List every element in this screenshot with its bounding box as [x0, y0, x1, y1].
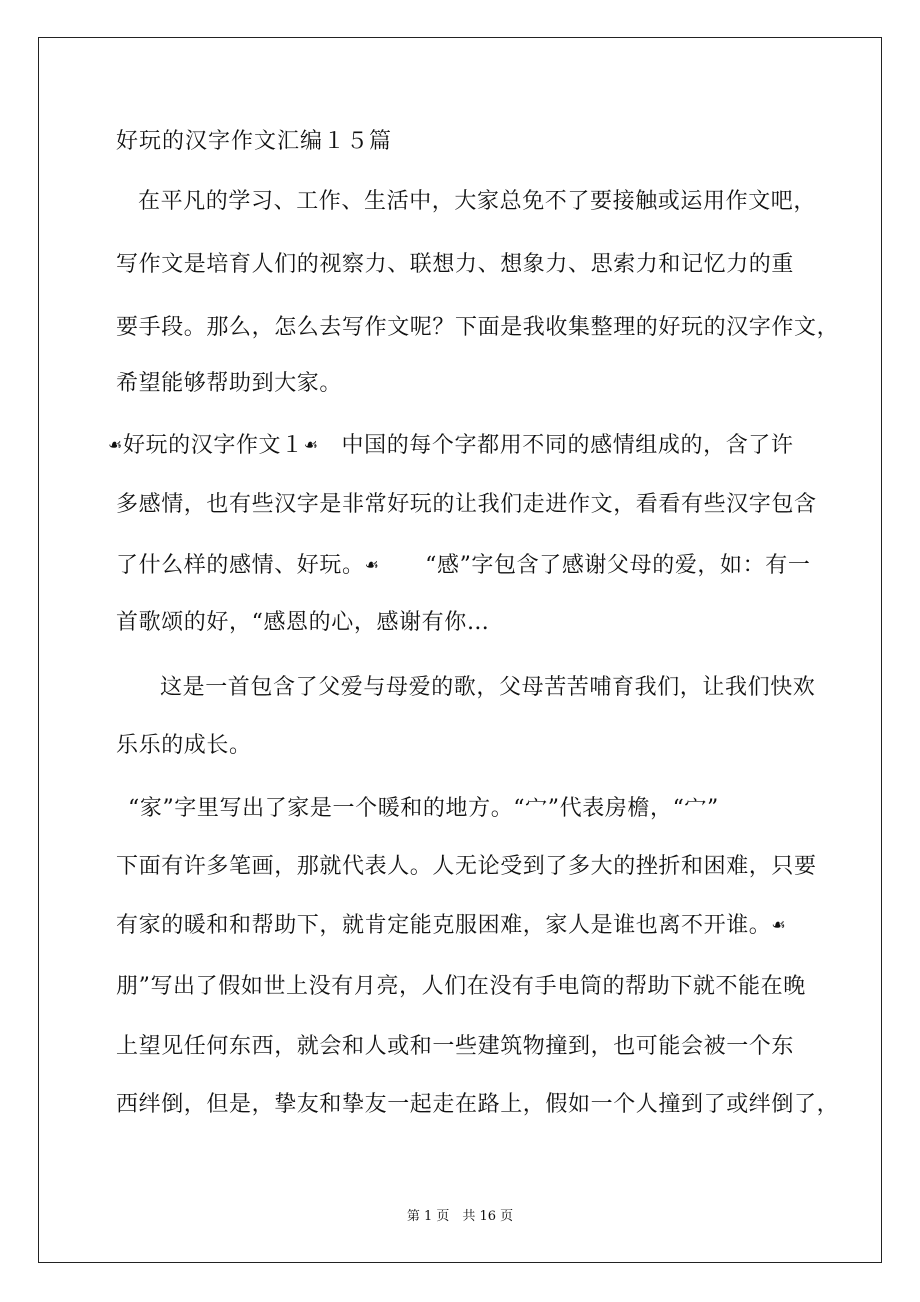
paragraph-line: “家”字里写出了家是一个暖和的地方。“宀”代表房檐，“宀” [128, 796, 719, 821]
paragraph-text: “感”字包含了感谢父母的爱，如：有一 [425, 553, 811, 578]
paragraph-line: 写作文是培育人们的视察力、联想力、想象力、思索力和记忆力的重 [116, 252, 795, 277]
section-heading: 好玩的汉字作文１ [122, 433, 304, 458]
paragraph-line [108, 430, 794, 461]
paragraph-line: 上望见任何东西，就会和人或和一些建筑物撞到，也可能会被一个东 [116, 1034, 795, 1059]
paragraph-mark-icon: ☙ [771, 915, 787, 934]
paragraph-text: 中国的每个字都用不同的感情组成的，含了许 [341, 433, 794, 458]
paragraph-line: 这是一首包含了父爱与母爱的歌，父母苦苦哺育我们，让我们快欢 [160, 675, 816, 700]
paragraph-mark-icon: ☙ [303, 435, 319, 454]
paragraph-line [116, 910, 786, 941]
paragraph-line: 朋”写出了假如世上没有月亮，人们在没有手电筒的帮助下就不能在晚 [116, 974, 806, 999]
paragraph-line: 要手段。那么，怎么去写作文呢？下面是我收集整理的好玩的汉字作文， [116, 315, 840, 340]
paragraph-text: 了什么样的感情、好玩。 [116, 553, 365, 578]
paragraph-line: 西绊倒，但是，挚友和挚友一起走在路上，假如一个人撞到了或绊倒了， [116, 1092, 840, 1117]
paragraph-line: 乐乐的成长。 [116, 733, 252, 758]
paragraph-line: 在平凡的学习、工作、生活中，大家总免不了要接触或运用作文吧， [138, 189, 817, 214]
paragraph-line: 首歌颂的好，“感恩的心，感谢有你… [116, 610, 490, 635]
paragraph-line: 多感情，也有些汉字是非常好玩的让我们走进作文，看看有些汉字包含 [116, 492, 817, 517]
paragraph-line [116, 550, 810, 581]
paragraph-line: 希望能够帮助到大家。 [116, 371, 343, 396]
paragraph-mark-icon: ☙ [364, 555, 380, 574]
paragraph-text: 有家的暖和和帮助下，就肯定能克服困难，家人是谁也离不开谁。 [116, 913, 772, 938]
document-title: 好玩的汉字作文汇编１５篇 [116, 129, 393, 154]
paragraph-mark-icon: ☙ [108, 435, 123, 454]
page-border [38, 37, 882, 1263]
paragraph-line: 下面有许多笔画，那就代表人。人无论受到了多大的挫折和困难，只要 [116, 854, 817, 879]
page-footer: 第 1 页 共 16 页 [406, 1209, 514, 1224]
